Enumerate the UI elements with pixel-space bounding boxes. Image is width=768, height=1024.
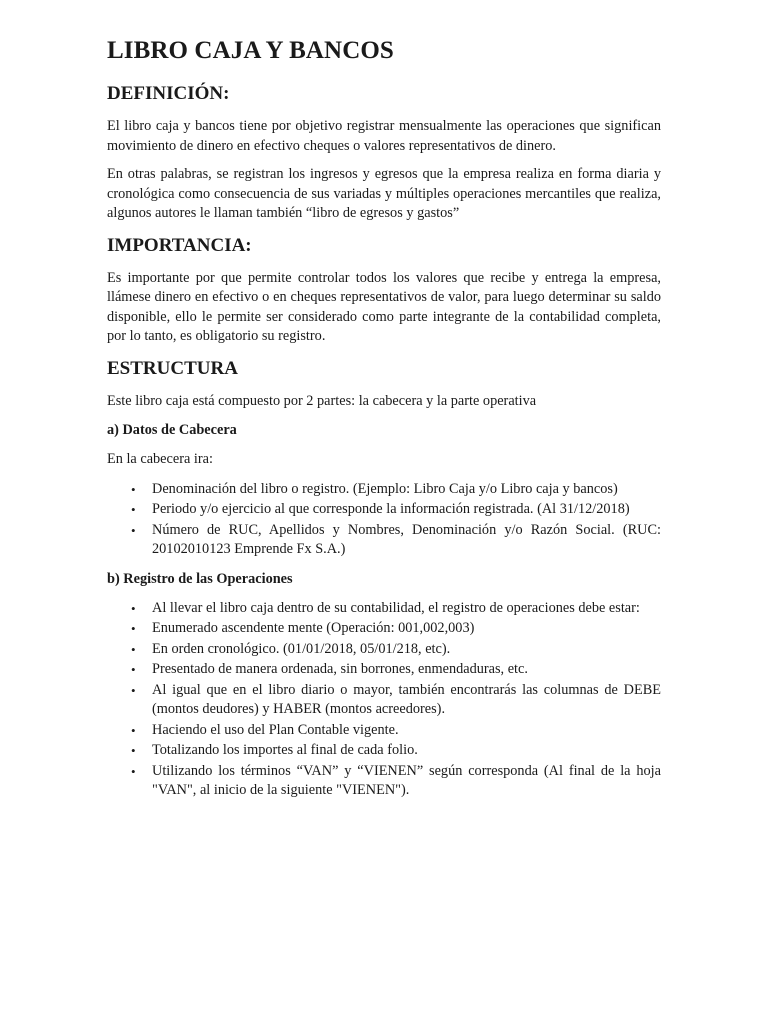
list-item-text: Enumerado ascendente mente (Operación: 001,002,003) xyxy=(152,620,475,636)
list-item xyxy=(107,681,661,720)
list-item xyxy=(107,721,661,741)
bullet-icon: • xyxy=(131,722,136,738)
list-item-text: Presentado de manera ordenada, sin borrones, enmendaduras, etc. xyxy=(152,661,528,677)
list-item xyxy=(107,640,661,660)
definicion-paragraph-2: En otras palabras, se registran los ingresos y egresos que la empresa realiza en forma diaria y cronológica como consecuencia de sus variadas y múltiples operaciones mercantiles que realiza, algunos autores le llaman también “libro de egresos y gastos” xyxy=(107,166,661,221)
list-item-text: Haciendo el uso del Plan Contable vigente. xyxy=(152,721,399,738)
importancia-paragraph: Es importante por que permite controlar todos los valores que recibe y entrega la empresa, llámese dinero en efectivo o en cheques representativos de valor, para luego determinar su saldo disponible, ello le permite ser considerado como parte integrante de la contabilidad completa, por lo tanto, es obligatorio su registro. xyxy=(107,269,661,344)
list-item xyxy=(107,521,661,560)
bullet-icon: • xyxy=(131,600,136,616)
definicion-heading: DEFINICIÓN: xyxy=(107,83,230,104)
list-item-text: Al igual que en el libro diario o mayor, también encontrarás las columnas de DEBE (montos deudores) y HABER (montos acreedores). xyxy=(152,681,661,717)
bullet-icon: • xyxy=(131,641,136,657)
list-item xyxy=(107,762,661,801)
list-item-text: Al llevar el libro caja dentro de su contabilidad, el registro de operaciones debe estar: xyxy=(152,599,640,616)
list-item-text: Utilizando los términos “VAN” y “VIENEN” según corresponda (Al final de la hoja "VAN", al inicio de la siguiente "VIENEN"). xyxy=(152,762,661,798)
estructura-intro: Este libro caja está compuesto por 2 partes: la cabecera y la parte operativa xyxy=(107,392,537,409)
bullet-icon: • xyxy=(131,522,136,538)
document-page xyxy=(107,36,661,811)
list-item xyxy=(107,599,661,619)
cabecera-intro: En la cabecera ira: xyxy=(107,451,213,467)
bullet-icon: • xyxy=(131,621,136,636)
registro-heading: b) Registro de las Operaciones xyxy=(107,570,293,587)
document-title: LIBRO CAJA Y BANCOS xyxy=(107,37,394,64)
list-item xyxy=(107,480,661,500)
bullet-icon: • xyxy=(131,481,136,497)
list-item-text: Número de RUC, Apellidos y Nombres, Denominación y/o Razón Social. (RUC: 20102010123 Emprende Fx S.A.) xyxy=(152,521,661,557)
list-item-text: En orden cronológico. (01/01/2018, 05/01/218, etc). xyxy=(152,640,451,657)
list-item xyxy=(107,660,661,680)
list-item xyxy=(107,741,661,761)
bullet-icon: • xyxy=(131,763,136,779)
definicion-paragraph-1: El libro caja y bancos tiene por objetivo registrar mensualmente las operaciones que significan movimiento de dinero en efectivo cheques o valores representativos de dinero. xyxy=(107,118,661,154)
bullet-icon: • xyxy=(131,502,136,517)
cabecera-heading: a) Datos de Cabecera xyxy=(107,422,237,438)
list-item-text: Denominación del libro o registro. (Ejemplo: Libro Caja y/o Libro caja y bancos) xyxy=(152,480,618,497)
list-item-text: Totalizando los importes al final de cada folio. xyxy=(152,742,418,758)
bullet-icon: • xyxy=(131,743,136,758)
importancia-heading: IMPORTANCIA: xyxy=(107,234,252,256)
estructura-heading: ESTRUCTURA xyxy=(107,357,238,379)
bullet-icon: • xyxy=(131,662,136,677)
list-item xyxy=(107,619,661,639)
registro-list xyxy=(107,599,661,801)
bullet-icon: • xyxy=(131,682,136,698)
list-item-text: Periodo y/o ejercicio al que corresponde la información registrada. (Al 31/12/2018) xyxy=(152,501,630,517)
cabecera-list xyxy=(107,480,661,560)
list-item xyxy=(107,500,661,520)
